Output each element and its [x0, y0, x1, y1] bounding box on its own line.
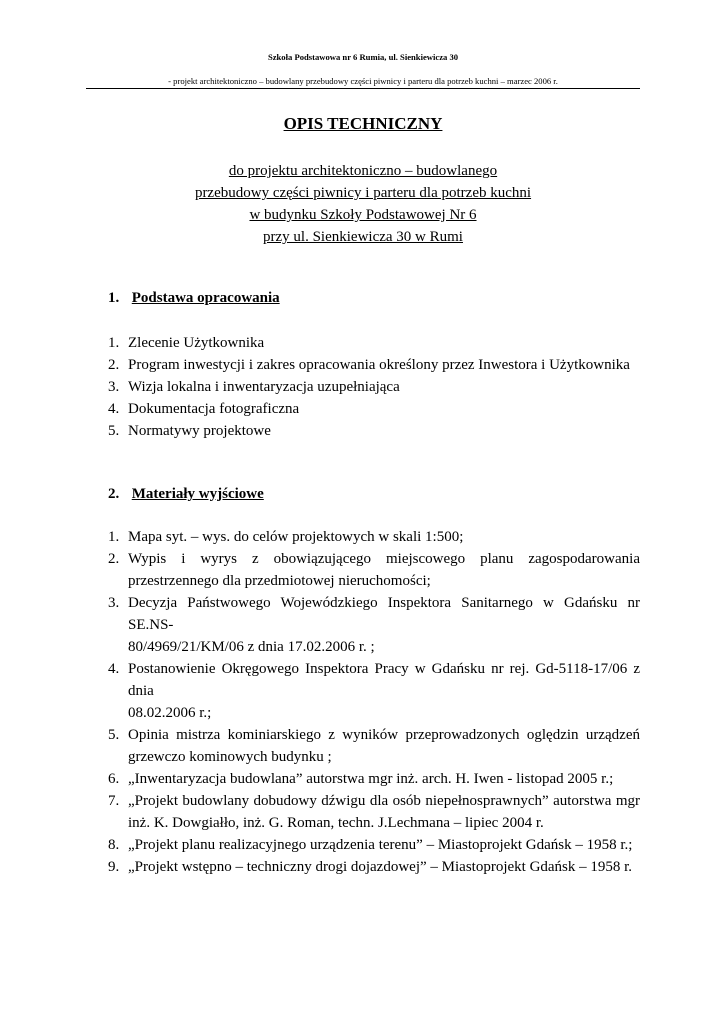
item-text: „Projekt planu realizacyjnego urządzenia terenu” – Miastoprojekt Gdańsk – 1958 r.; [128, 837, 633, 853]
item-text: „Projekt wstępno – techniczny drogi dojazdowej” – Miastoprojekt Gdańsk – 1958 r. [128, 859, 633, 875]
item-number: 2. [108, 357, 120, 373]
section-heading-podstawa [108, 290, 280, 307]
item-text: Dokumentacja fotograficzna [128, 401, 300, 417]
item-text: Normatywy projektowe [128, 423, 271, 439]
header-divider [86, 88, 640, 89]
item-text: Wizja lokalna i inwentaryzacja uzupełniająca [128, 379, 400, 395]
list-item [108, 790, 640, 834]
item-text: „Inwentaryzacja budowlana” autorstwa mgr inż. arch. H. Iwen - listopad 2005 r.; [128, 771, 614, 787]
item-text: Opinia mistrza kominiarskiego z wyników przeprowadzonych oględzin urządzeń [128, 727, 640, 743]
section-title: Podstawa opracowania [131, 290, 280, 306]
item-text: Zlecenie Użytkownika [128, 335, 265, 351]
list-item [108, 724, 640, 768]
item-number: 3. [108, 595, 120, 611]
item-number: 1. [108, 335, 120, 351]
list-item [108, 658, 640, 724]
list-item [108, 332, 640, 354]
item-number: 7. [108, 793, 120, 809]
item-number: 4. [108, 661, 120, 677]
section-number: 1. [108, 290, 120, 306]
list-item [108, 526, 640, 548]
item-text-continued: przestrzennego dla przedmiotowej nieruchomości; [128, 573, 431, 589]
header-school-name: Szkoła Podstawowa nr 6 Rumia, ul. Sienkiewicza 30 [267, 52, 459, 62]
list-item [108, 398, 640, 420]
list-item [108, 592, 640, 658]
item-text-continued: 80/4969/21/KM/06 z dnia 17.02.2006 r. ; [128, 639, 375, 655]
list-item [108, 548, 640, 592]
item-number: 2. [108, 551, 120, 567]
item-text: „Projekt budowlany dobudowy dźwigu dla osób niepełnosprawnych” autorstwa mgr [128, 793, 640, 809]
item-number: 5. [108, 423, 120, 439]
section-number: 2. [108, 486, 120, 502]
list-item [108, 768, 640, 790]
list-item [108, 354, 640, 376]
item-text: Decyzja Państwowego Wojewódzkiego Inspektora Sanitarnego w Gdańsku nr SE.NS- [128, 595, 640, 633]
item-text: Mapa syt. – wys. do celów projektowych w skali 1:500; [128, 529, 464, 545]
subtitle-line: przy ul. Sienkiewicza 30 w Rumi [263, 229, 463, 245]
item-number: 6. [108, 771, 120, 787]
item-text-continued: inż. K. Dowgiałło, inż. G. Roman, techn. J.Lechmana – lipiec 2004 r. [128, 815, 544, 831]
section-heading-materialy [108, 486, 264, 503]
subtitle-line: w budynku Szkoły Podstawowej Nr 6 [249, 207, 477, 223]
document-title: OPIS TECHNICZNY [283, 114, 443, 133]
section-2-list [108, 526, 640, 878]
item-text: Program inwestycji i zakres opracowania określony przez Inwestora i Użytkownika [128, 357, 630, 373]
item-number: 8. [108, 837, 120, 853]
item-number: 9. [108, 859, 120, 875]
item-number: 4. [108, 401, 120, 417]
document-subtitle [86, 160, 640, 248]
list-item [108, 376, 640, 398]
header-project-description: - projekt architektoniczno – budowlany przebudowy części piwnicy i parteru dla potrzeb kuchni – marzec 2006 r. [168, 76, 558, 86]
item-number: 3. [108, 379, 120, 395]
section-title: Materiały wyjściowe [131, 486, 264, 502]
list-item [108, 834, 640, 856]
item-text-continued: grzewczo kominowych budynku ; [128, 749, 332, 765]
item-number: 1. [108, 529, 120, 545]
item-text: Postanowienie Okręgowego Inspektora Pracy w Gdańsku nr rej. Gd-5118-17/06 z dnia [128, 661, 640, 699]
subtitle-line: do projektu architektoniczno – budowlanego [228, 163, 498, 179]
section-1-list [108, 332, 640, 442]
list-item [108, 856, 640, 878]
item-number: 5. [108, 727, 120, 743]
subtitle-line: przebudowy części piwnicy i parteru dla potrzeb kuchni [194, 185, 532, 201]
item-text: Wypis i wyrys z obowiązującego miejscowego planu zagospodarowania [128, 551, 640, 567]
list-item [108, 420, 640, 442]
item-text-continued: 08.02.2006 r.; [128, 705, 212, 721]
